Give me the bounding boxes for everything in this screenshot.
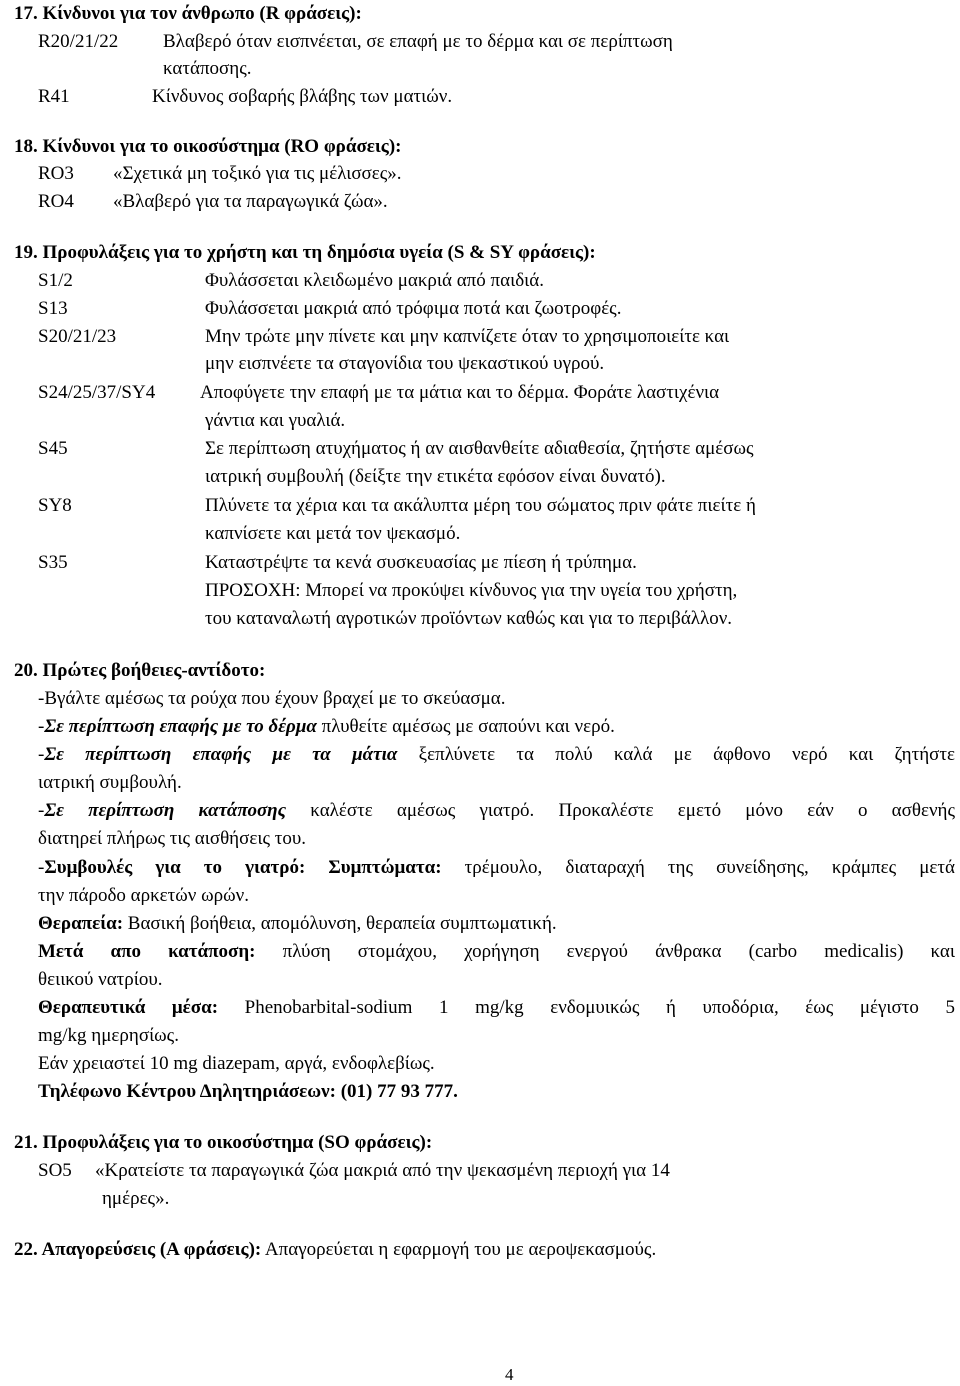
- s-phrase-code: SY8: [38, 495, 72, 516]
- s-phrase-code: S45: [38, 438, 68, 459]
- poison-center-phone: Τηλέφωνο Κέντρου Δηλητηριάσεων: (01) 77 93 777.: [38, 1081, 458, 1102]
- r-phrase-text-cont: κατάποσης.: [163, 58, 252, 79]
- s-phrase-code: S13: [38, 298, 68, 319]
- section-22: 22. Απαγορεύσεις (Α φράσεις): Απαγορεύεται η εφαρμογή του με αεροψεκασμούς.: [14, 1239, 657, 1260]
- ro-phrase-text: «Βλαβερό για τα παραγωγικά ζώα».: [113, 191, 388, 212]
- s-phrase-text: Αποφύγετε την επαφή με τα μάτια και το δέρμα. Φοράτε λαστιχένια: [200, 382, 720, 403]
- ro-phrase-code: RO4: [38, 191, 74, 212]
- first-aid-skin: -Σε περίπτωση επαφής με το δέρμα πλυθείτε αμέσως με σαπούνι και νερό.: [38, 716, 615, 737]
- first-aid-eyes-cont: ιατρική συμβουλή.: [38, 772, 182, 793]
- first-aid-eyes: -Σε περίπτωση επαφής με τα μάτια ξεπλύνετε τα πολύ καλά με άφθονο νερό και ζητήστε: [38, 744, 955, 765]
- s-phrase-code: S20/21/23: [38, 326, 117, 347]
- page-number: 4: [505, 1365, 514, 1384]
- so-phrase-code: SO5: [38, 1160, 72, 1181]
- s-phrase-text: Φυλάσσεται μακριά από τρόφιμα ποτά και ζωοτροφές.: [205, 298, 622, 319]
- first-aid-line: -Βγάλτε αμέσως τα ρούχα που έχουν βραχεί με το σκεύασμα.: [38, 688, 506, 709]
- r-phrase-text: Κίνδυνος σοβαρής βλάβης των ματιών.: [152, 86, 453, 107]
- s-phrase-code: S35: [38, 552, 68, 573]
- section-18-heading: 18. Κίνδυνοι για το οικοσύστημα (RO φράσεις):: [14, 136, 402, 157]
- doctor-advice-cont: την πάροδο αρκετών ωρών.: [38, 885, 249, 906]
- s-phrase-text: Μην τρώτε μην πίνετε και μην καπνίζετε όταν το χρησιμοποιείτε και: [205, 326, 730, 347]
- doctor-advice: -Συμβουλές για το γιατρό: Συμπτώματα: τρέμουλο, διαταραχή της συνείδησης, κράμπες μετά: [38, 857, 955, 878]
- s-phrase-text-cont: καπνίσετε και μετά τον ψεκασμό.: [205, 523, 461, 544]
- after-ingestion-line: Μετά απο κατάποση: πλύση στομάχου, χορήγηση ενεργού άνθρακα (carbo medicalis) και: [38, 941, 955, 962]
- therapeutic-means-cont: mg/kg ημερησίως.: [38, 1025, 179, 1046]
- s-phrase-text-cont: ιατρική συμβουλή (δείξτε την ετικέτα εφόσον είναι δυνατό).: [205, 466, 666, 487]
- s-phrase-warning-cont: του καταναλωτή αγροτικών προϊόντων καθώς και για το περιβάλλον.: [205, 608, 733, 629]
- r-phrase-code: R41: [38, 86, 70, 107]
- section-17-heading: 17. Κίνδυνοι για τον άνθρωπο (R φράσεις):: [14, 3, 362, 24]
- therapeutic-means-line: Θεραπευτικά μέσα: Phenobarbital-sodium 1 mg/kg ενδομυικώς ή υποδόρια, έως μέγιστο 5: [38, 997, 955, 1018]
- r-phrase-text: Βλαβερό όταν εισπνέεται, σε επαφή με το δέρμα και σε περίπτωση: [163, 31, 673, 52]
- treatment-line: Θεραπεία: Βασική βοήθεια, απομόλυνση, θεραπεία συμπτωματική.: [38, 913, 557, 934]
- s-phrase-warning: ΠΡΟΣΟΧΗ: Μπορεί να προκύψει κίνδυνος για την υγεία του χρήστη,: [205, 580, 738, 601]
- s-phrase-text: Πλύνετε τα χέρια και τα ακάλυπτα μέρη του σώματος πριν φάτε πιείτε ή: [205, 495, 756, 516]
- so-phrase-text-cont: ημέρες».: [102, 1188, 170, 1209]
- so-phrase-text: «Κρατείστε τα παραγωγικά ζώα μακριά από την ψεκασμένη περιοχή για 14: [95, 1160, 670, 1181]
- s-phrase-text: Φυλάσσεται κλειδωμένο μακριά από παιδιά.: [205, 270, 544, 291]
- first-aid-ingestion-cont: διατηρεί πλήρως τις αισθήσεις του.: [38, 828, 307, 849]
- s-phrase-text: Καταστρέψτε τα κενά συσκευασίας με πίεση ή τρύπημα.: [205, 552, 637, 573]
- section-20-heading: 20. Πρώτες βοήθειες-αντίδοτο:: [14, 660, 266, 681]
- s-phrase-code: S24/25/37/SY4: [38, 382, 156, 403]
- s-phrase-text-cont: μην εισπνέετε τα σταγονίδια του ψεκαστικού υγρού.: [205, 353, 605, 374]
- ro-phrase-code: RO3: [38, 163, 74, 184]
- s-phrase-text-cont: γάντια και γυαλιά.: [205, 410, 346, 431]
- after-ingestion-cont: θειικού νατρίου.: [38, 969, 163, 990]
- section-19-heading: 19. Προφυλάξεις για το χρήστη και τη δημόσια υγεία (S & SY φράσεις):: [14, 242, 596, 263]
- s-phrase-text: Σε περίπτωση ατυχήματος ή αν αισθανθείτε αδιαθεσία, ζητήστε αμέσως: [205, 438, 754, 459]
- first-aid-ingestion: -Σε περίπτωση κατάποσης καλέστε αμέσως γιατρό. Προκαλέστε εμετό μόνο εάν ο ασθενής: [38, 800, 955, 821]
- section-21-heading: 21. Προφυλάξεις για το οικοσύστημα (SO φράσεις):: [14, 1132, 433, 1153]
- ro-phrase-text: «Σχετικά μη τοξικό για τις μέλισσες».: [113, 163, 402, 184]
- s-phrase-code: S1/2: [38, 270, 73, 291]
- r-phrase-code: R20/21/22: [38, 31, 119, 52]
- diazepam-line: Εάν χρειαστεί 10 mg diazepam, αργά, ενδοφλεβίως.: [38, 1053, 435, 1074]
